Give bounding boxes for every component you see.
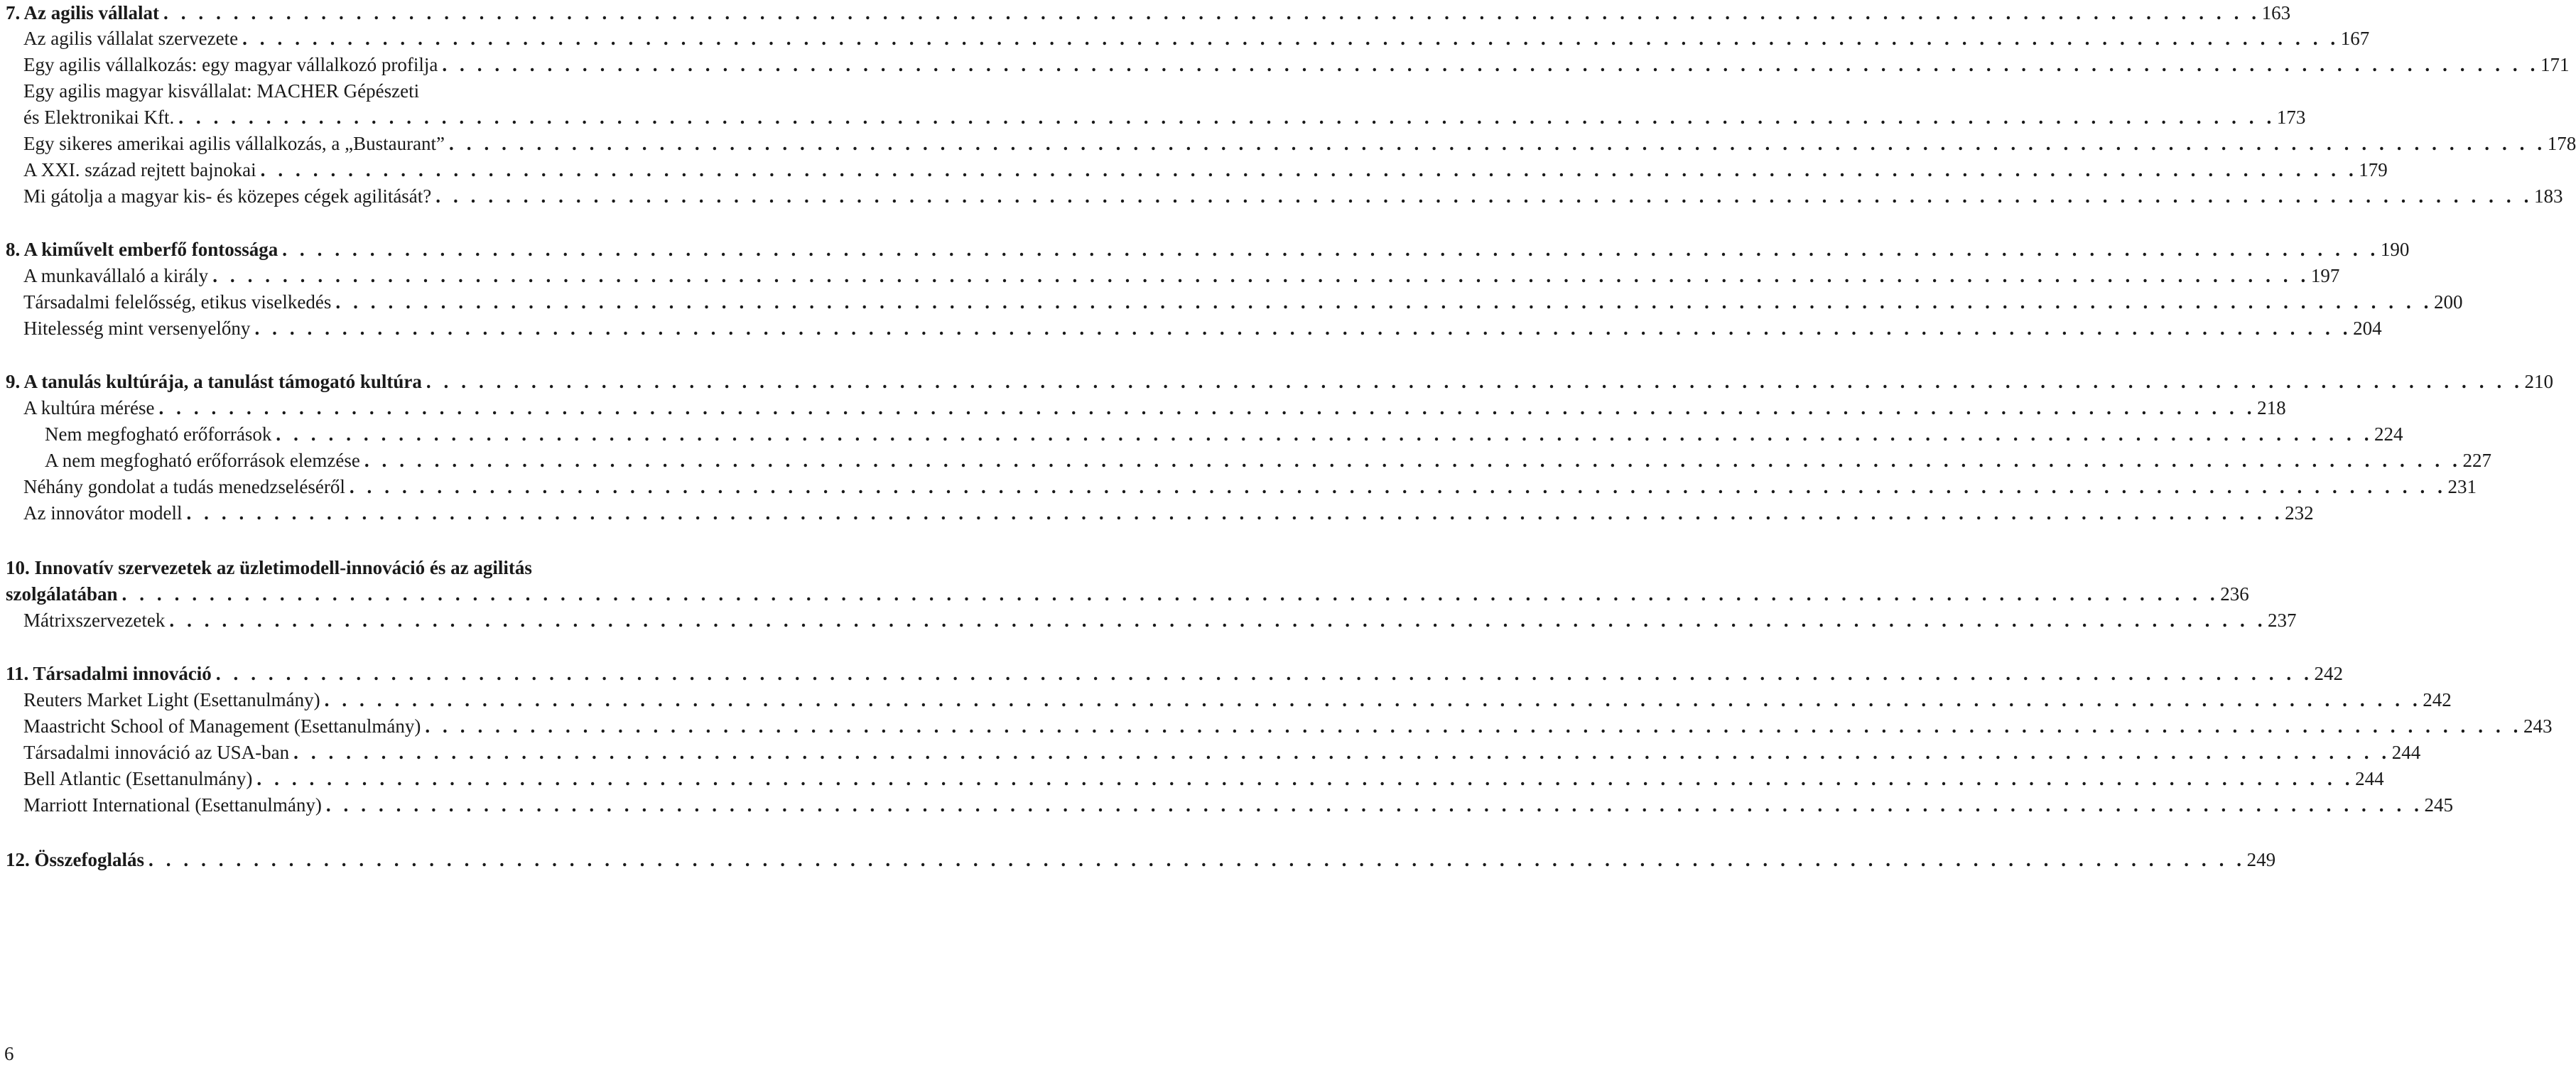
toc-page-number: 237 xyxy=(2268,610,2297,631)
toc-entry-title: 10. Innovatív szervezetek az üzletimodell-innováció és az agilitás xyxy=(6,557,532,578)
toc-page-number: 227 xyxy=(2462,450,2491,471)
toc-entry-title: Egy agilis magyar kisvállalat: MACHER Gépészeti xyxy=(23,80,420,102)
toc-page-number: 224 xyxy=(2374,423,2403,445)
toc-page-number: 245 xyxy=(2424,794,2454,816)
toc-page-number: 244 xyxy=(2391,742,2421,763)
dot-leader: . . . . . . . . . . . . . . . . . . . . . . . . . . . . . . . . . . . . . . . . . . . . . . . . . . . . . . . . . . . . . . . . . . . . . . . . . . . . . . . . . . . . . . . . . . . . . . . . . . . . . . . . . . . . . . . . . . . . . . . . xyxy=(324,689,2422,710)
dot-leader: . . . . . . . . . . . . . . . . . . . . . . . . . . . . . . . . . . . . . . . . . . . . . . . . . . . . . . . . . . . . . . . . . . . . . . . . . . . . . . . . . . . . . . . . . . . . . . . . . . . . . . . . . . . . . . . . . . . . . . . . xyxy=(364,450,2462,471)
toc-chapter-entry[interactable] xyxy=(6,581,2249,607)
toc-page-number: 204 xyxy=(2353,318,2382,339)
page-number: 6 xyxy=(4,1043,14,1064)
dot-leader: . . . . . . . . . . . . . . . . . . . . . . . . . . . . . . . . . . . . . . . . . . . . . . . . . . . . . . . . . . . . . . . . . . . . . . . . . . . . . . . . . . . . . . . . . . . . . . . . . . . . . . . . . . . . . . . . . . . . . . . . xyxy=(212,265,2310,286)
dot-leader: . . . . . . . . . . . . . . . . . . . . . . . . . . . . . . . . . . . . . . . . . . . . . . . . . . . . . . . . . . . . . . . . . . . . . . . . . . . . . . . . . . . . . . . . . . . . . . . . . . . . . . . . . . . . . . . . . . . . . . . . xyxy=(169,610,2267,631)
toc-page-number: 178 xyxy=(2547,133,2576,154)
dot-leader: . . . . . . . . . . . . . . . . . . . . . . . . . . . . . . . . . . . . . . . . . . . . . . . . . . . . . . . . . . . . . . . . . . . . . . . . . . . . . . . . . . . . . . . . . . . . . . . . . . . . . . . . . . . . . . . . . . . . . . . . xyxy=(242,28,2339,49)
toc-entry[interactable] xyxy=(6,263,2340,289)
toc-entry-title: Egy agilis vállalkozás: egy magyar vállalkozó profilja xyxy=(23,54,438,75)
dot-leader: . . . . . . . . . . . . . . . . . . . . . . . . . . . . . . . . . . . . . . . . . . . . . . . . . . . . . . . . . . . . . . . . . . . . . . . . . . . . . . . . . . . . . . . . . . . . . . . . . . . . . . . . . . . . . . . . . . . . . . . . xyxy=(293,742,2391,763)
toc-entry[interactable] xyxy=(6,687,2452,713)
toc-entry[interactable] xyxy=(6,713,2553,740)
toc-entry-title: Hitelesség mint versenyelőny xyxy=(23,318,251,339)
toc-page-number: 236 xyxy=(2220,583,2249,605)
toc-entry[interactable] xyxy=(6,421,2403,448)
toc-entry[interactable] xyxy=(6,448,2491,474)
dot-leader: . . . . . . . . . . . . . . . . . . . . . . . . . . . . . . . . . . . . . . . . . . . . . . . . . . . . . . . . . . . . . . . . . . . . . . . . . . . . . . . . . . . . . . . . . . . . . . . . . . . . . . . . . . . . . . . . . . . . . . . . xyxy=(435,185,2533,207)
toc-page-number: 197 xyxy=(2310,265,2340,286)
toc-page-number: 232 xyxy=(2285,502,2314,524)
toc-entry-title: Bell Atlantic (Esettanulmány) xyxy=(23,768,253,789)
toc-page-number: 183 xyxy=(2533,185,2563,207)
toc-entry[interactable] xyxy=(6,607,2297,634)
dot-leader: . . . . . . . . . . . . . . . . . . . . . . . . . . . . . . . . . . . . . . . . . . . . . . . . . . . . . . . . . . . . . . . . . . . . . . . . . . . . . . . . . . . . . . . . . . . . . . . . . . . . . . . . . . . . . . . . . . . . . . . . xyxy=(121,583,2219,605)
dot-leader: . . . . . . . . . . . . . . . . . . . . . . . . . . . . . . . . . . . . . . . . . . . . . . . . . . . . . . . . . . . . . . . . . . . . . . . . . . . . . . . . . . . . . . . . . . . . . . . . . . . . . . . . . . . . . . . . . . . . . . . . xyxy=(282,239,2379,260)
toc-chapter-entry[interactable] xyxy=(6,555,678,581)
toc-page-number: 179 xyxy=(2359,159,2388,180)
toc-entry-title: Maastricht School of Management (Esettanulmány) xyxy=(23,715,421,737)
toc-entry[interactable] xyxy=(6,315,2382,342)
toc-chapter-entry[interactable] xyxy=(6,0,2291,26)
toc-entry-title: A XXI. század rejtett bajnokai xyxy=(23,159,256,180)
toc-chapter-entry[interactable] xyxy=(6,847,2276,873)
toc-entry-title: Mi gátolja a magyar kis- és közepes cégek agilitását? xyxy=(23,185,432,207)
toc-page-number: 218 xyxy=(2257,397,2286,418)
toc-entry-title: Reuters Market Light (Esettanulmány) xyxy=(23,689,320,710)
dot-leader: . . . . . . . . . . . . . . . . . . . . . . . . . . . . . . . . . . . . . . . . . . . . . . . . . . . . . . . . . . . . . . . . . . . . . . . . . . . . . . . . . . . . . . . . . . . . . . . . . . . . . . . . . . . . . . . . . . . . . . . . xyxy=(325,794,2423,816)
dot-leader: . . . . . . . . . . . . . . . . . . . . . . . . . . . . . . . . . . . . . . . . . . . . . . . . . . . . . . . . . . . . . . . . . . . . . . . . . . . . . . . . . . . . . . . . . . . . . . . . . . . . . . . . . . . . . . . . . . . . . . . . xyxy=(442,54,2539,75)
toc-page-number: 210 xyxy=(2524,371,2553,392)
toc-chapter-entry[interactable] xyxy=(6,661,2343,687)
toc-entry-title: A kultúra mérése xyxy=(23,397,155,418)
toc-entry-title: Marriott International (Esettanulmány) xyxy=(23,794,322,816)
dot-leader: . . . . . . . . . . . . . . . . . . . . . . . . . . . . . . . . . . . . . . . . . . . . . . . . . . . . . . . . . . . . . . . . . . . . . . . . . . . . . . . . . . . . . . . . . . . . . . . . . . . . . . . . . . . . . . . . . . . . . . . . xyxy=(215,663,2313,684)
dot-leader: . . . . . . . . . . . . . . . . . . . . . . . . . . . . . . . . . . . . . . . . . . . . . . . . . . . . . . . . . . . . . . . . . . . . . . . . . . . . . . . . . . . . . . . . . . . . . . . . . . . . . . . . . . . . . . . . . . . . . . . . xyxy=(158,397,2256,418)
toc-entry-title: és Elektronikai Kft. xyxy=(23,107,175,128)
dot-leader: . . . . . . . . . . . . . . . . . . . . . . . . . . . . . . . . . . . . . . . . . . . . . . . . . . . . . . . . . . . . . . . . . . . . . . . . . . . . . . . . . . . . . . . . . . . . . . . . . . . . . . . . . . . . . . . . . . . . . . . . xyxy=(148,849,2246,870)
toc-entry[interactable] xyxy=(6,395,2286,421)
toc-entry[interactable] xyxy=(6,500,2314,526)
toc-entry[interactable] xyxy=(6,157,2388,183)
toc-entry[interactable] xyxy=(6,766,2384,792)
dot-leader: . . . . . . . . . . . . . . . . . . . . . . . . . . . . . . . . . . . . . . . . . . . . . . . . . . . . . . . . . . . . . . . . . . . . . . . . . . . . . . . . . . . . . . . . . . . . . . . . . . . . . . . . . . . . . . . . . . . . . . . . xyxy=(163,2,2261,23)
toc-chapter-entry[interactable] xyxy=(6,369,2553,395)
toc-entry-title: Az agilis vállalat szervezete xyxy=(23,28,239,49)
toc-entry[interactable] xyxy=(6,78,678,104)
dot-leader: . . . . . . . . . . . . . . . . . . . . . . . . . . . . . . . . . . . . . . . . . . . . . . . . . . . . . . . . . . . . . . . . . . . . . . . . . . . . . . . . . . . . . . . . . . . . . . . . . . . . . . . . . . . . . . . . . . . . . . . . xyxy=(335,291,2433,313)
toc-page-number: 171 xyxy=(2540,54,2570,75)
toc-page-number: 167 xyxy=(2340,28,2370,49)
dot-leader: . . . . . . . . . . . . . . . . . . . . . . . . . . . . . . . . . . . . . . . . . . . . . . . . . . . . . . . . . . . . . . . . . . . . . . . . . . . . . . . . . . . . . . . . . . . . . . . . . . . . . . . . . . . . . . . . . . . . . . . . xyxy=(426,371,2523,392)
toc-entry-title: Egy sikeres amerikai agilis vállalkozás, a „Bustaurant” xyxy=(23,133,445,154)
toc-chapter-entry[interactable] xyxy=(6,237,2410,263)
toc-entry-title: Mátrixszervezetek xyxy=(23,610,166,631)
toc-entry[interactable] xyxy=(6,740,2421,766)
toc-page-number: 231 xyxy=(2447,476,2477,497)
toc-entry-title: Társadalmi innováció az USA-ban xyxy=(23,742,290,763)
toc-entry-title: 12. Összefoglalás xyxy=(6,849,144,870)
dot-leader: . . . . . . . . . . . . . . . . . . . . . . . . . . . . . . . . . . . . . . . . . . . . . . . . . . . . . . . . . . . . . . . . . . . . . . . . . . . . . . . . . . . . . . . . . . . . . . . . . . . . . . . . . . . . . . . . . . . . . . . . xyxy=(178,107,2275,128)
toc-entry-title: 8. A kiművelt emberfő fontossága xyxy=(6,239,278,260)
toc-page-number: 242 xyxy=(2423,689,2452,710)
toc-entry[interactable] xyxy=(6,26,2370,52)
toc-page-number: 163 xyxy=(2261,2,2291,23)
toc-entry-title: 9. A tanulás kultúrája, a tanulást támogató kultúra xyxy=(6,371,422,392)
toc-entry[interactable] xyxy=(6,104,2306,131)
toc-entry[interactable] xyxy=(6,289,2463,315)
toc-entry-title: A nem megfogható erőforrások elemzése xyxy=(45,450,360,471)
toc-page-number: 249 xyxy=(2246,849,2276,870)
toc-entry-title: 7. Az agilis vállalat xyxy=(6,2,159,23)
dot-leader: . . . . . . . . . . . . . . . . . . . . . . . . . . . . . . . . . . . . . . . . . . . . . . . . . . . . . . . . . . . . . . . . . . . . . . . . . . . . . . . . . . . . . . . . . . . . . . . . . . . . . . . . . . . . . . . . . . . . . . . . xyxy=(254,318,2352,339)
toc-entry[interactable] xyxy=(6,183,2563,210)
toc-entry[interactable] xyxy=(6,474,2477,500)
toc-page-number: 244 xyxy=(2355,768,2384,789)
dot-leader: . . . . . . . . . . . . . . . . . . . . . . . . . . . . . . . . . . . . . . . . . . . . . . . . . . . . . . . . . . . . . . . . . . . . . . . . . . . . . . . . . . . . . . . . . . . . . . . . . . . . . . . . . . . . . . . . . . . . . . . . xyxy=(260,159,2358,180)
toc-entry-title: Az innovátor modell xyxy=(23,502,183,524)
dot-leader: . . . . . . . . . . . . . . . . . . . . . . . . . . . . . . . . . . . . . . . . . . . . . . . . . . . . . . . . . . . . . . . . . . . . . . . . . . . . . . . . . . . . . . . . . . . . . . . . . . . . . . . . . . . . . . . . . . . . . . . . xyxy=(186,502,2284,524)
dot-leader: . . . . . . . . . . . . . . . . . . . . . . . . . . . . . . . . . . . . . . . . . . . . . . . . . . . . . . . . . . . . . . . . . . . . . . . . . . . . . . . . . . . . . . . . . . . . . . . . . . . . . . . . . . . . . . . . . . . . . . . . xyxy=(425,715,2522,737)
toc-page-number: 243 xyxy=(2523,715,2553,737)
toc-entry-title: Társadalmi felelősség, etikus viselkedés xyxy=(23,291,332,313)
dot-leader: . . . . . . . . . . . . . . . . . . . . . . . . . . . . . . . . . . . . . . . . . . . . . . . . . . . . . . . . . . . . . . . . . . . . . . . . . . . . . . . . . . . . . . . . . . . . . . . . . . . . . . . . . . . . . . . . . . . . . . . . xyxy=(276,423,2374,445)
toc-entry[interactable] xyxy=(6,131,2576,157)
toc-entry-title: szolgálatában xyxy=(6,583,118,605)
dot-leader: . . . . . . . . . . . . . . . . . . . . . . . . . . . . . . . . . . . . . . . . . . . . . . . . . . . . . . . . . . . . . . . . . . . . . . . . . . . . . . . . . . . . . . . . . . . . . . . . . . . . . . . . . . . . . . . . . . . . . . . . xyxy=(349,476,2447,497)
toc-entry-title: 11. Társadalmi innováció xyxy=(6,663,212,684)
toc-entry[interactable] xyxy=(6,52,2570,78)
toc-page-number: 190 xyxy=(2380,239,2410,260)
toc-entry-title: A munkavállaló a király xyxy=(23,265,209,286)
toc-page-number: 242 xyxy=(2314,663,2343,684)
toc-page-number: 200 xyxy=(2434,291,2463,313)
toc-page-number: 173 xyxy=(2276,107,2306,128)
toc-entry-title: Néhány gondolat a tudás menedzseléséről xyxy=(23,476,345,497)
toc-entry-title: Nem megfogható erőforrások xyxy=(45,423,272,445)
dot-leader: . . . . . . . . . . . . . . . . . . . . . . . . . . . . . . . . . . . . . . . . . . . . . . . . . . . . . . . . . . . . . . . . . . . . . . . . . . . . . . . . . . . . . . . . . . . . . . . . . . . . . . . . . . . . . . . . . . . . . . . . xyxy=(256,768,2354,789)
dot-leader: . . . . . . . . . . . . . . . . . . . . . . . . . . . . . . . . . . . . . . . . . . . . . . . . . . . . . . . . . . . . . . . . . . . . . . . . . . . . . . . . . . . . . . . . . . . . . . . . . . . . . . . . . . . . . . . . . . . . . . . . xyxy=(449,133,2546,154)
toc-entry[interactable] xyxy=(6,792,2454,818)
